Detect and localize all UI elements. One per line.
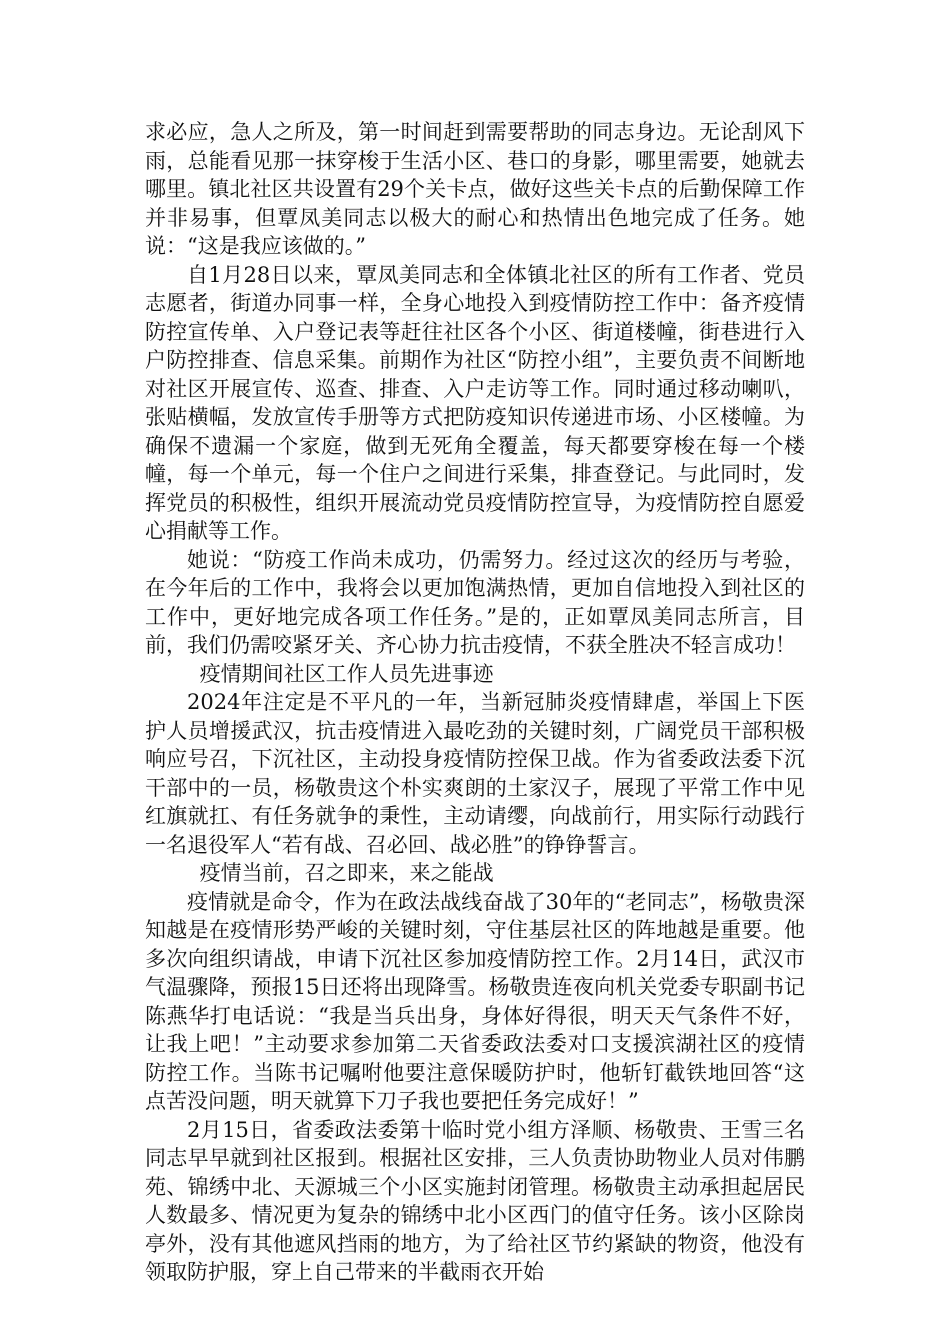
section-heading-1: 疫情期间社区工作人员先进事迹 bbox=[199, 661, 494, 686]
paragraph-6: 2月15日，省委政法委第十临时党小组方泽顺、杨敬贵、王雪三名同志早早就到社区报到。根据社区安排，三人负责协助物业人员对伟鹏苑、锦绣中北、天源城三个小区实施封闭管理。杨敬贵主动承担起居民人数最多、情况更为复杂的锦绣中北小区西门的值守任务。该小区除岗亭外，没有其他遮风挡雨的地方，为了给社区节约紧缺的物资，他没有领取防护服，穿上自己带来的半截雨衣开始 bbox=[145, 1117, 805, 1284]
document-page bbox=[145, 118, 805, 1287]
paragraph-2: 自1月28日以来，覃凤美同志和全体镇北社区的所有工作者、党员志愿者，街道办同事一样，全身心地投入到疫情防控工作中：备齐疫情防控宣传单、入户登记表等赶往社区各个小区、街道楼幢，街巷进行入户防控排查、信息采集。前期作为社区“防控小组”，主要负责不间断地对社区开展宣传、巡查、排查、入户走访等工作。同时通过移动喇叭，张贴横幅，发放宣传手册等方式把防疫知识传递进市场、小区楼幢。为确保不遗漏一个家庭，做到无死角全覆盖，每天都要穿梭在每一个楼幢，每一个单元，每一个住户之间进行采集，排查登记。与此同时，发挥党员的积极性，组织开展流动党员疫情防控宣导，为疫情防控自愿爱心捐献等工作。 bbox=[145, 262, 805, 543]
paragraph-4: 2024年注定是不平凡的一年，当新冠肺炎疫情肆虐，举国上下医护人员增援武汉，抗击疫情进入最吃劲的关键时刻，广阔党员干部积极响应号召，下沉社区，主动投身疫情防控保卫战。作为省委政法委下沉干部中的一员，杨敬贵这个朴实爽朗的土家汉子，展现了平常工作中见红旗就扛、有任务就争的秉性，主动请缨，向战前行，用实际行动践行一名退役军人“若有战、召必回、战必胜”的铮铮誓言。 bbox=[145, 690, 805, 857]
paragraph-1: 求必应，急人之所及，第一时间赶到需要帮助的同志身边。无论刮风下雨，总能看见那一抹穿梭于生活小区、巷口的身影，哪里需要，她就去哪里。镇北社区共设置有29个关卡点，做好这些关卡点的后勤保障工作并非易事，但覃凤美同志以极大的耐心和热情出色地完成了任务。她说：“这是我应该做的。” bbox=[145, 120, 805, 258]
paragraph-5: 疫情就是命令，作为在政法战线奋战了30年的“老同志”，杨敬贵深知越是在疫情形势严峻的关键时刻，守住基层社区的阵地越是重要。他多次向组织请战，申请下沉社区参加疫情防控工作。2月14日，武汉市气温骤降，预报15日还将出现降雪。杨敬贵连夜向机关党委专职副书记陈燕华打电话说：“我是当兵出身，身体好得很，明天天气条件不好，让我上吧！”主动要求参加第二天省委政法委对口支援滨湖社区的疫情防控工作。当陈书记嘱咐他要注意保暖防护时，他斩钉截铁地回答“这点苦没问题，明天就算下刀子我也要把任务完成好！” bbox=[145, 889, 805, 1113]
section-heading-2: 疫情当前，召之即来，来之能战 bbox=[199, 861, 494, 885]
paragraph-3: 她说：“防疫工作尚未成功，仍需努力。经过这次的经历与考验，在今年后的工作中，我将会以更加饱满热情，更加自信地投入到社区的工作中，更好地完成各项工作任务。”是的，正如覃凤美同志所言，目前，我们仍需咬紧牙关、齐心协力抗击疫情，不获全胜决不轻言成功！ bbox=[145, 547, 805, 657]
